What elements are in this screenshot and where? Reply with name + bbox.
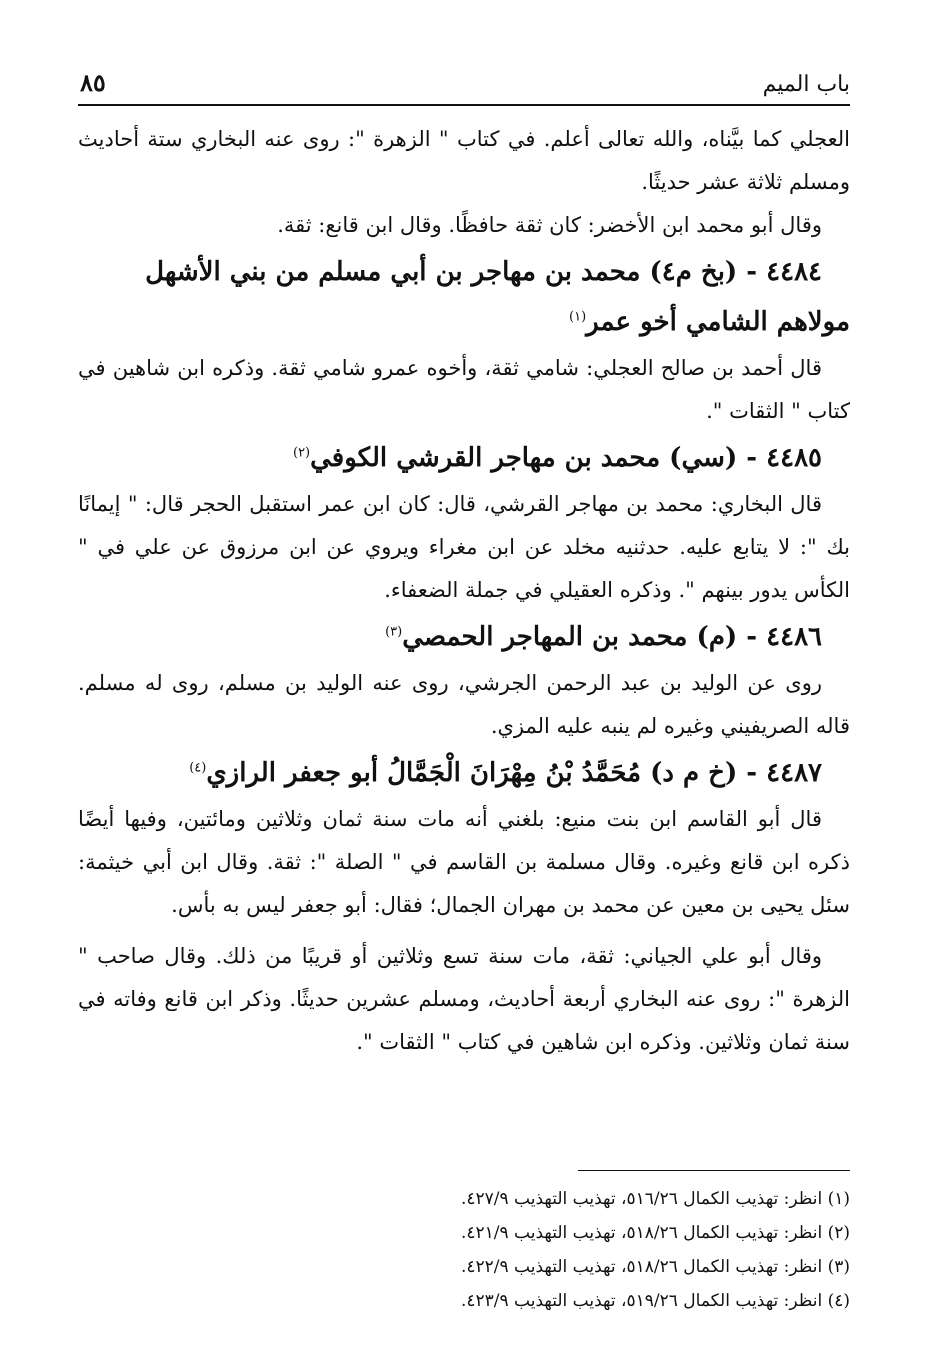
- entry-heading-text: ٤٤٨٦ - (م) محمد بن المهاجر الحمصي: [402, 622, 822, 652]
- entry-heading-text: ٤٤٨٧ - (خ م د) مُحَمَّدُ بْنُ مِهْرَانَ الْجَمَّالُ أبو جعفر الرازي: [206, 758, 822, 788]
- footnotes: [78, 1182, 850, 1318]
- entry-heading-text: ٤٤٨٤ - (بخ م٤) محمد بن مهاجر بن أبي مسلم من بني الأشهل مولاهم الشامي أخو عمر: [145, 257, 850, 337]
- entry-heading: [78, 748, 850, 798]
- footnote-reference[interactable]: (١): [569, 309, 587, 325]
- page-number: ٨٥: [80, 68, 106, 97]
- body-paragraph: وقال أبو علي الجياني: ثقة، مات سنة تسع وثلاثين أو قريبًا من ذلك. وقال صاحب " الزهرة ": روى عنه البخاري أربعة أحاديث، ومسلم عشرين حديثًا. وذكر ابن قانع وفاته في سنة ثمان وثلاثين. وذكره ابن شاهين في كتاب " الثقات ".: [78, 944, 850, 1054]
- footnote-item: (١) انظر: تهذيب الكمال ٥١٦/٢٦، تهذيب التهذيب ٤٢٧/٩.: [460, 1189, 850, 1209]
- body-paragraph: قال البخاري: محمد بن مهاجر القرشي، قال: كان ابن عمر استقبل الحجر قال: " إيمانًا بك ": لا يتابع عليه. حدثنيه مخلد عن ابن مغراء ويروي عن ابن مرزوق عن علي في " الكأس يدور بينهم ". وذكره العقيلي في جملة الضعفاء.: [78, 492, 850, 602]
- footnote-reference[interactable]: (٢): [292, 445, 311, 461]
- entry-heading: [78, 247, 850, 347]
- main-text: [78, 118, 850, 1064]
- footnote-reference[interactable]: (٤): [189, 760, 207, 776]
- running-title: باب الميم: [762, 72, 850, 97]
- entry-heading-text: ٤٤٨٥ - (سي) محمد بن مهاجر القرشي الكوفي: [310, 443, 822, 473]
- body-paragraph: روى عن الوليد بن عبد الرحمن الجرشي، روى عنه الوليد بن مسلم، روى له مسلم. قاله الصريفيني وغيره لم ينبه عليه المزي.: [78, 671, 850, 738]
- footnote-item: (٣) انظر: تهذيب الكمال ٥١٨/٢٦، تهذيب التهذيب ٤٢٢/٩.: [460, 1257, 850, 1277]
- footnote-item: (٤) انظر: تهذيب الكمال ٥١٩/٢٦، تهذيب التهذيب ٤٢٣/٩.: [460, 1291, 850, 1311]
- body-paragraph: قال أبو القاسم ابن بنت منيع: بلغني أنه مات سنة ثمان وثلاثين ومائتين، وفيها أيضًا ذكره ابن قانع وغيره. وقال مسلمة بن القاسم في " الصلة ": ثقة. وقال ابن أبي خيثمة: سئل يحيى بن معين عن محمد بن مهران الجمال؛ فقال: أبو جعفر ليس به بأس.: [78, 807, 850, 917]
- entry-heading: [78, 612, 850, 662]
- footnote-reference[interactable]: (٣): [385, 624, 403, 640]
- body-paragraph: العجلي كما بيَّناه، والله تعالى أعلم. في كتاب " الزهرة ": روى عنه البخاري ستة أحاديث ومسلم ثلاثة عشر حديثًا.: [78, 127, 850, 194]
- entry-heading: [78, 433, 850, 483]
- footnote-item: (٢) انظر: تهذيب الكمال ٥١٨/٢٦، تهذيب التهذيب ٤٢١/٩.: [460, 1223, 850, 1243]
- body-paragraph: وقال أبو محمد ابن الأخضر: كان ثقة حافظًا. وقال ابن قانع: ثقة.: [277, 213, 822, 237]
- footnote-separator: [578, 1170, 850, 1171]
- page-header: [78, 58, 850, 106]
- body-paragraph: قال أحمد بن صالح العجلي: شامي ثقة، وأخوه عمرو شامي ثقة. وذكره ابن شاهين في كتاب " الثقات ".: [78, 356, 850, 423]
